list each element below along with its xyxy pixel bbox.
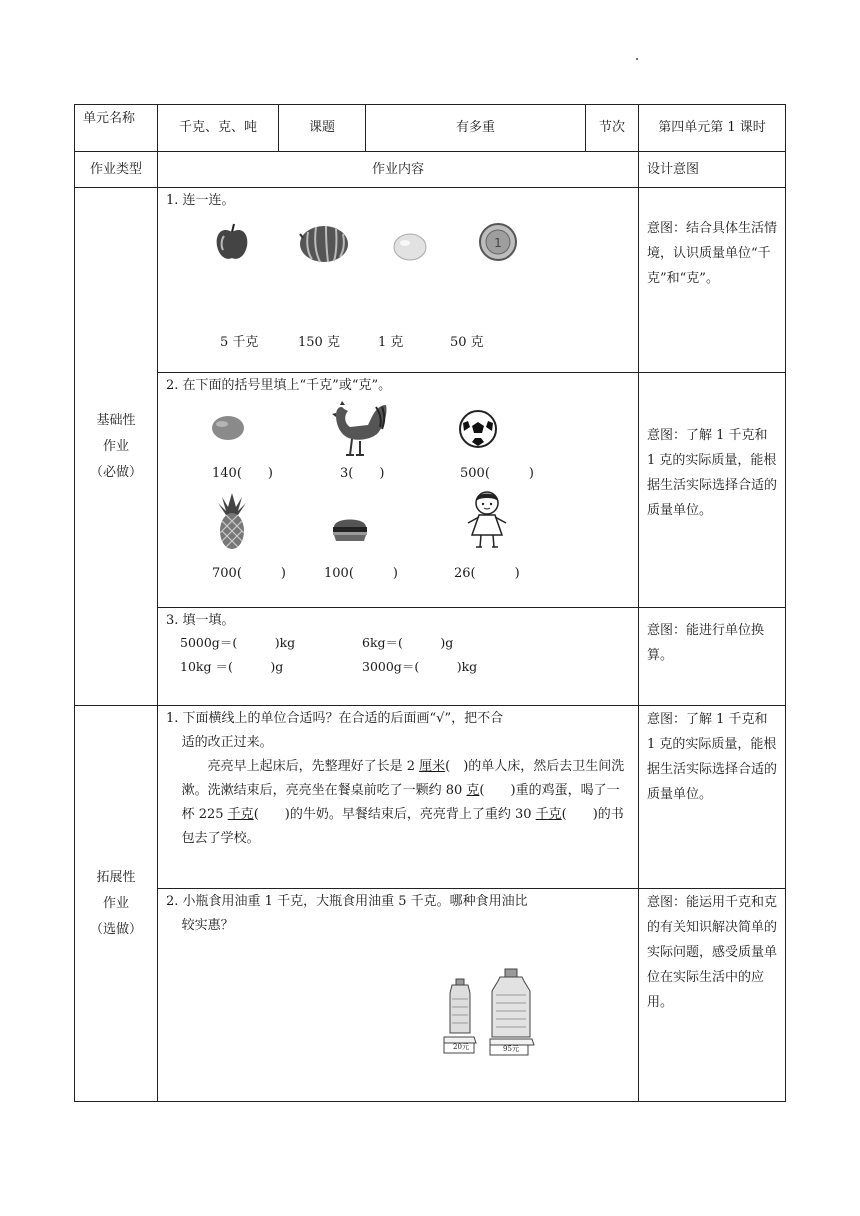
- option-5kg: 5 千克: [220, 335, 259, 350]
- basic-q3-title: 3. 填一填。: [166, 613, 235, 628]
- story-text-1: 亮亮早上起床后，先整理好了长是 2: [207, 759, 420, 774]
- ext-label-line3: （选做）: [89, 921, 142, 937]
- blank-26: 26( ): [454, 566, 520, 581]
- ext-q1-title-line1: 1. 下面横线上的单位合适吗？在合适的后面画“√”，把不合: [166, 711, 504, 726]
- ext-label-line2: 作业: [102, 895, 129, 911]
- basic-q1-title: 1. 连一连。: [166, 193, 235, 208]
- homework-table: [74, 104, 786, 1102]
- ext-q1-title: [166, 707, 630, 755]
- ext-q1-intent: 意图：了解 1 千克和 1 克的实际质量，能根据生活实际选择合适的质量单位。: [639, 706, 786, 889]
- story-text-3: ( )重的鸡蛋，喝了一杯 225: [181, 783, 620, 822]
- ext-q1-story: [166, 755, 630, 851]
- lesson-label: 节次: [586, 105, 639, 152]
- blank-700: 700( ): [212, 566, 286, 581]
- q3-item-5000g: 5000g＝( )kg: [180, 635, 296, 650]
- big-bottle-price: 95元: [503, 1045, 519, 1053]
- basic-q1-cell: [158, 188, 639, 373]
- col-content-header: 作业内容: [158, 152, 639, 188]
- story-text-4: ( )的牛奶。早餐结束后，亮亮背上了重约 30: [253, 807, 536, 822]
- lesson-value: 第四单元第 1 课时: [639, 105, 786, 152]
- mango-icon: [210, 413, 246, 443]
- col-intent-header: 设计意图: [639, 152, 786, 188]
- ext-q2-intent: 意图：能运用千克和克的有关知识解决简单的实际问题，感受质量单位在实际生活中的应用。: [639, 889, 786, 1102]
- ext-q2-title-line1: 2. 小瓶食用油重 1 千克，大瓶食用油重 5 千克。哪种食用油比: [166, 894, 528, 909]
- basic-label-line3: （必做）: [89, 464, 142, 480]
- topic-label: 课题: [279, 105, 366, 152]
- basic-label-line1: 基础性: [96, 412, 136, 428]
- story-text-5: ( )的书包去了学校。: [181, 807, 624, 846]
- basic-q3-intent: 意图：能进行单位换算。: [639, 608, 786, 706]
- unit-name-label: 单元名称: [75, 105, 158, 152]
- col-type-header: 作业类型: [75, 152, 158, 188]
- basic-label-line2: 作业: [102, 438, 129, 454]
- option-50g: 50 克: [450, 335, 484, 350]
- option-150g: 150 克: [298, 335, 340, 350]
- unit-underline-2: 克: [466, 783, 480, 798]
- ext-q2-title: [166, 890, 528, 938]
- basic-q3-cell: [158, 608, 639, 706]
- blank-500: 500( ): [460, 466, 534, 481]
- page-dot: [636, 58, 638, 60]
- soccer-ball-icon: [458, 409, 498, 449]
- story-text-2: ( )的单人床，然后去卫生间洗漱。洗漱结束后，亮亮坐在餐桌前吃了一颗约 80: [181, 759, 625, 798]
- ext-q1-title-line2: 适的改正过来。: [181, 735, 273, 750]
- hamburger-icon: [330, 513, 370, 545]
- egg-icon: [392, 232, 428, 262]
- ext-label-line1: 拓展性: [96, 869, 136, 885]
- unit-underline-3: 千克: [227, 807, 254, 822]
- apple-icon: [214, 222, 250, 262]
- ext-q2-title-line2: 较实惠？: [181, 918, 234, 933]
- coin-icon: [478, 222, 518, 262]
- rooster-icon: [322, 399, 392, 461]
- blank-100: 100( ): [324, 566, 398, 581]
- blank-3: 3( ): [340, 466, 385, 481]
- basic-type-label: [75, 188, 158, 706]
- pineapple-icon: [216, 491, 248, 551]
- basic-q2-intent: 意图：了解 1 千克和 1 克的实际质量，能根据生活实际选择合适的质量单位。: [639, 373, 786, 608]
- unit-underline-1: 厘米: [419, 759, 446, 774]
- topic-value: 有多重: [366, 105, 586, 152]
- option-1g: 1 克: [378, 335, 404, 350]
- blank-140: 140( ): [212, 466, 273, 481]
- basic-q1-intent: 意图：结合具体生活情境，认识质量单位“千克”和“克”。: [639, 188, 786, 373]
- watermelon-icon: [296, 222, 350, 264]
- q3-item-10kg: 10kg ＝( )g: [180, 659, 284, 674]
- small-bottle-price: 20元: [453, 1043, 469, 1051]
- q3-item-3000g: 3000g＝( )kg: [362, 659, 478, 674]
- basic-q2-title: 2. 在下面的括号里填上“千克”或“克”。: [166, 378, 392, 393]
- ext-q1-cell: [158, 706, 639, 889]
- q3-item-6kg: 6kg＝( )g: [362, 635, 454, 650]
- unit-underline-4: 千克: [535, 807, 562, 822]
- extension-type-label: [75, 706, 158, 1102]
- ext-q2-cell: [158, 889, 639, 1102]
- basic-q2-cell: [158, 373, 639, 608]
- svg-text:1: 1: [494, 236, 502, 250]
- unit-name-value: 千克、克、吨: [158, 105, 279, 152]
- girl-icon: [464, 489, 510, 551]
